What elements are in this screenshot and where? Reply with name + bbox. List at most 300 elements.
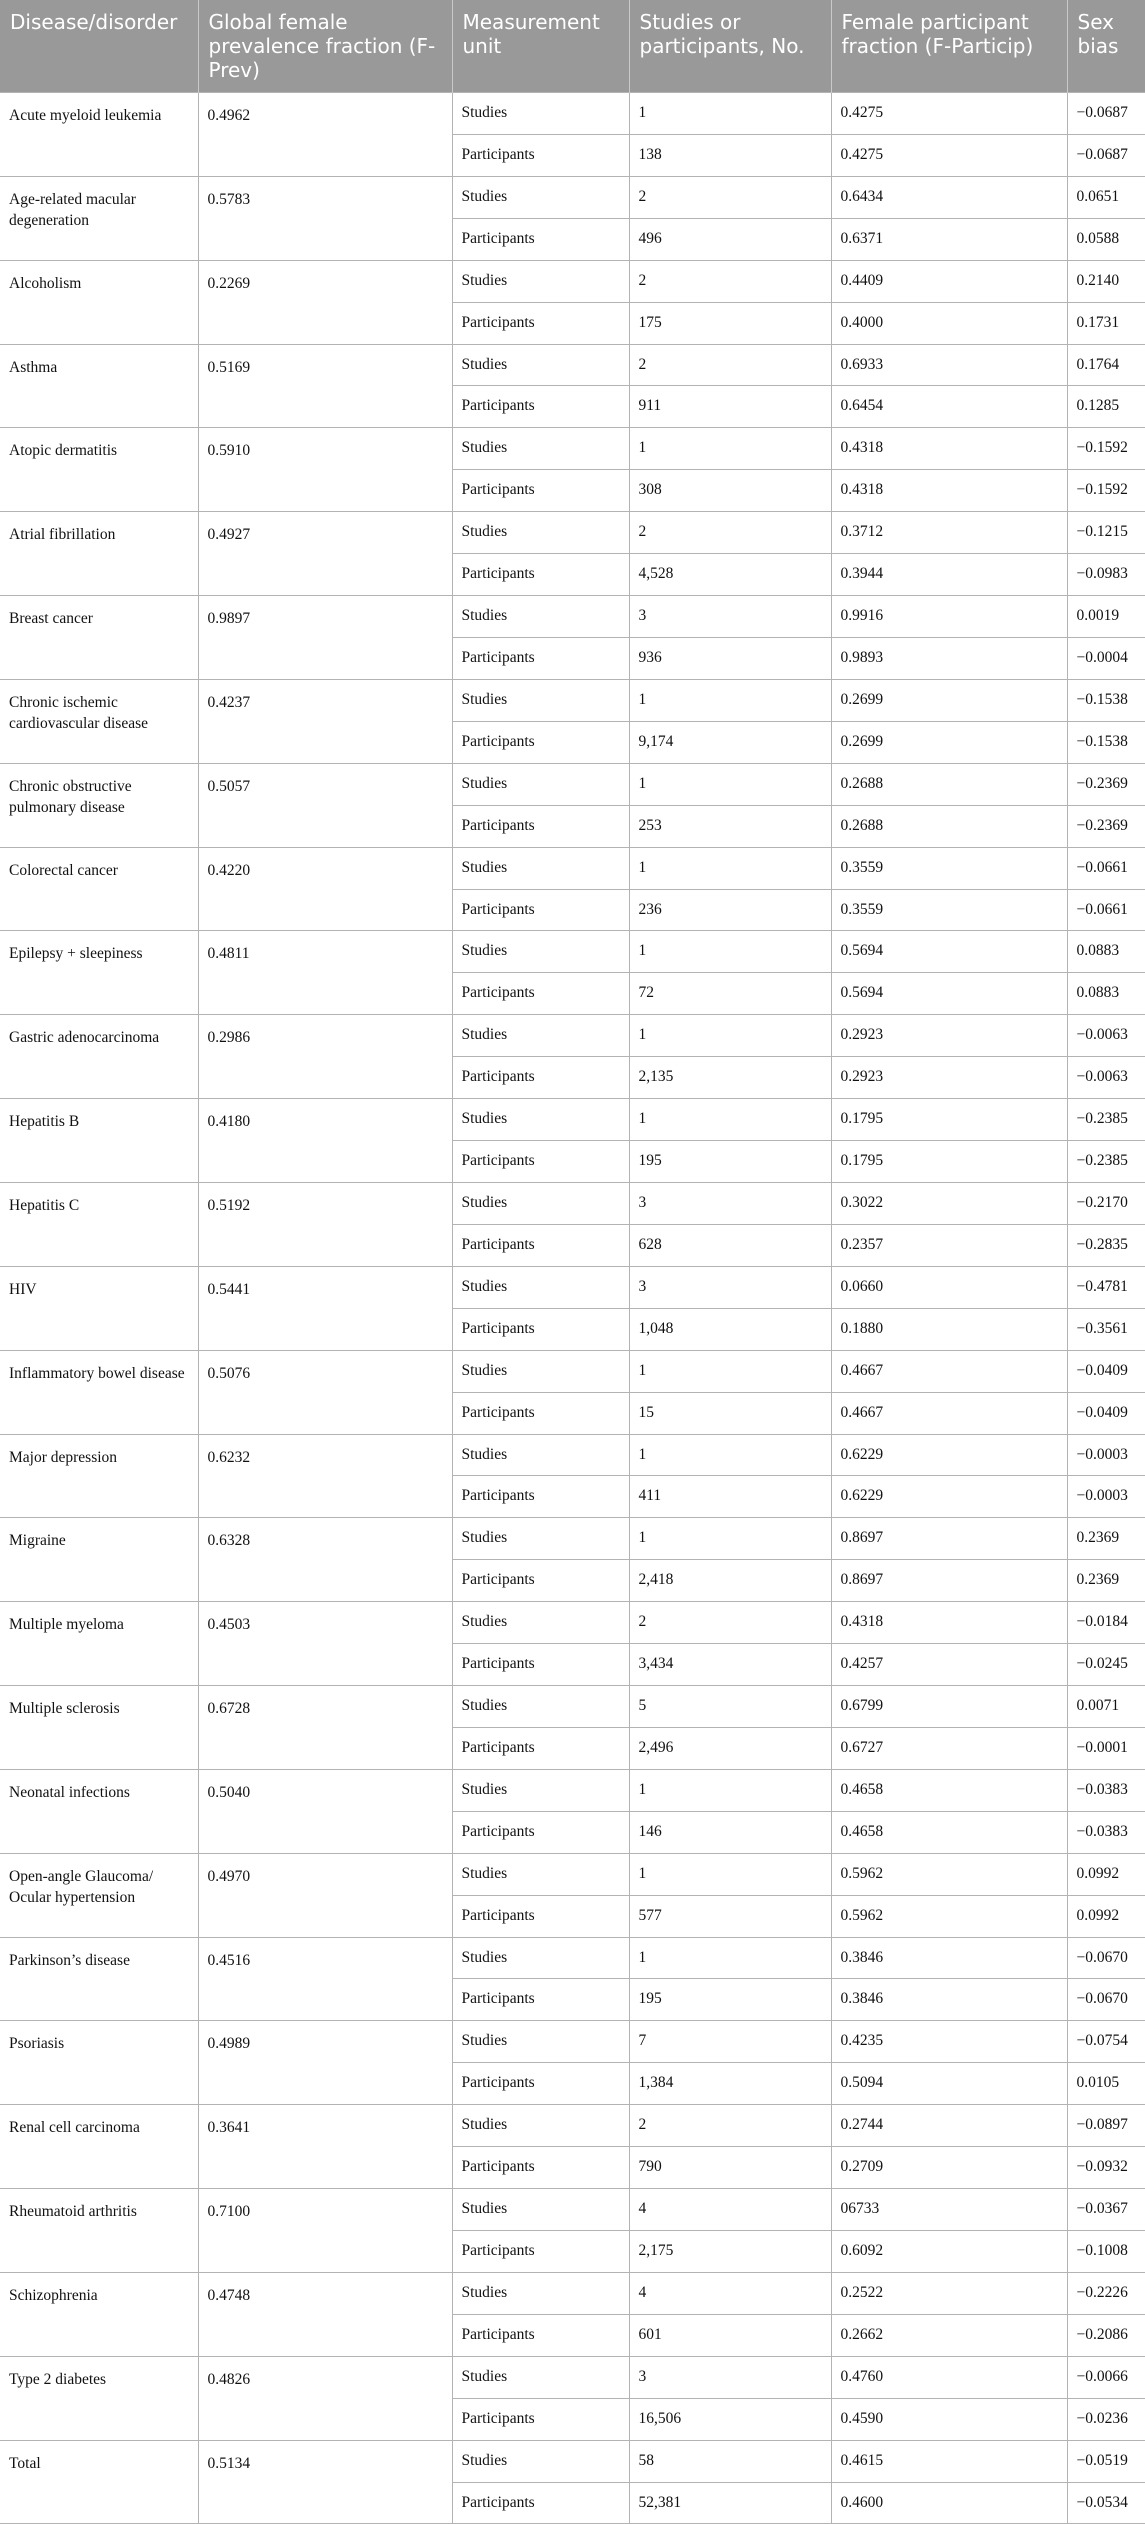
count-cell: 2,175 [629, 2231, 831, 2273]
measurement-unit-cell: Studies [452, 512, 629, 554]
disease-name: Neonatal infections [0, 1769, 198, 1853]
table-row [0, 1686, 1145, 1728]
sex-bias-cell: −0.1538 [1067, 679, 1145, 721]
disease-name: Renal cell carcinoma [0, 2105, 198, 2189]
table-row [0, 596, 1145, 638]
female-participant-fraction-cell: 0.4760 [831, 2356, 1067, 2398]
measurement-unit-cell: Participants [452, 302, 629, 344]
female-participant-fraction-cell: 0.1795 [831, 1099, 1067, 1141]
measurement-unit-cell: Studies [452, 1350, 629, 1392]
disease-name: Age-related macular degeneration [0, 176, 198, 260]
count-cell: 496 [629, 218, 831, 260]
measurement-unit-cell: Participants [452, 1141, 629, 1183]
count-cell: 7 [629, 2021, 831, 2063]
count-cell: 308 [629, 470, 831, 512]
measurement-unit-cell: Studies [452, 2356, 629, 2398]
female-participant-fraction-cell: 0.5962 [831, 1895, 1067, 1937]
header-sex-bias: Sex bias [1067, 0, 1145, 93]
table-row [0, 1853, 1145, 1895]
measurement-unit-cell: Participants [452, 2231, 629, 2273]
measurement-unit-cell: Participants [452, 805, 629, 847]
count-cell: 16,506 [629, 2398, 831, 2440]
sex-bias-cell: −0.0063 [1067, 1057, 1145, 1099]
female-participant-fraction-cell: 0.6092 [831, 2231, 1067, 2273]
count-cell: 911 [629, 386, 831, 428]
measurement-unit-cell: Participants [452, 973, 629, 1015]
table-row [0, 1099, 1145, 1141]
sex-bias-cell: −0.2369 [1067, 805, 1145, 847]
sex-bias-cell: −0.2226 [1067, 2272, 1145, 2314]
female-prevalence-value: 0.4748 [198, 2272, 452, 2356]
disease-name: Epilepsy + sleepiness [0, 931, 198, 1015]
female-participant-fraction-cell: 0.2357 [831, 1224, 1067, 1266]
female-participant-fraction-cell: 0.4318 [831, 470, 1067, 512]
table-row [0, 2440, 1145, 2482]
measurement-unit-cell: Participants [452, 1979, 629, 2021]
measurement-unit-cell: Participants [452, 1057, 629, 1099]
measurement-unit-cell: Studies [452, 1434, 629, 1476]
count-cell: 4 [629, 2272, 831, 2314]
table-row [0, 1015, 1145, 1057]
female-participant-fraction-cell: 0.4667 [831, 1392, 1067, 1434]
female-participant-fraction-cell: 0.2688 [831, 805, 1067, 847]
count-cell: 52,381 [629, 2482, 831, 2524]
female-participant-fraction-cell: 0.2709 [831, 2147, 1067, 2189]
measurement-unit-cell: Studies [452, 2272, 629, 2314]
sex-bias-cell: −0.1008 [1067, 2231, 1145, 2273]
header-measurement-unit: Measurement unit [452, 0, 629, 93]
female-prevalence-value: 0.4970 [198, 1853, 452, 1937]
measurement-unit-cell: Participants [452, 554, 629, 596]
sex-bias-cell: 0.0883 [1067, 973, 1145, 1015]
measurement-unit-cell: Participants [452, 2398, 629, 2440]
sex-bias-cell: 0.0651 [1067, 176, 1145, 218]
count-cell: 936 [629, 637, 831, 679]
sex-bias-cell: 0.2369 [1067, 1518, 1145, 1560]
measurement-unit-cell: Studies [452, 176, 629, 218]
female-participant-fraction-cell: 0.4257 [831, 1644, 1067, 1686]
female-prevalence-value: 0.7100 [198, 2189, 452, 2273]
table-row [0, 679, 1145, 721]
measurement-unit-cell: Participants [452, 2063, 629, 2105]
measurement-unit-cell: Participants [452, 1476, 629, 1518]
measurement-unit-cell: Participants [452, 1895, 629, 1937]
female-participant-fraction-cell: 0.2699 [831, 679, 1067, 721]
female-prevalence-value: 0.6232 [198, 1434, 452, 1518]
measurement-unit-cell: Studies [452, 679, 629, 721]
measurement-unit-cell: Participants [452, 2482, 629, 2524]
female-participant-fraction-cell: 0.6229 [831, 1434, 1067, 1476]
sex-bias-cell: −0.2170 [1067, 1182, 1145, 1224]
disease-name: Parkinson’s disease [0, 1937, 198, 2021]
measurement-unit-cell: Studies [452, 1602, 629, 1644]
count-cell: 1,048 [629, 1308, 831, 1350]
table-row [0, 512, 1145, 554]
sex-bias-cell: −0.0897 [1067, 2105, 1145, 2147]
disease-name: Open-angle Glaucoma/ Ocular hypertension [0, 1853, 198, 1937]
count-cell: 601 [629, 2314, 831, 2356]
table-body [0, 93, 1145, 2524]
table-row [0, 2356, 1145, 2398]
header-disease: Disease/disorder [0, 0, 198, 93]
sex-bias-cell: −0.0670 [1067, 1937, 1145, 1979]
sex-bias-cell: −0.0519 [1067, 2440, 1145, 2482]
female-prevalence-value: 0.5057 [198, 763, 452, 847]
measurement-unit-cell: Studies [452, 931, 629, 973]
count-cell: 1 [629, 1853, 831, 1895]
female-participant-fraction-cell: 0.4658 [831, 1811, 1067, 1853]
sex-bias-cell: −0.3561 [1067, 1308, 1145, 1350]
count-cell: 1 [629, 1937, 831, 1979]
female-participant-fraction-cell: 0.9916 [831, 596, 1067, 638]
count-cell: 15 [629, 1392, 831, 1434]
count-cell: 628 [629, 1224, 831, 1266]
table-row [0, 1434, 1145, 1476]
female-participant-fraction-cell: 0.6799 [831, 1686, 1067, 1728]
female-participant-fraction-cell: 0.6454 [831, 386, 1067, 428]
female-participant-fraction-cell: 0.5694 [831, 973, 1067, 1015]
sex-bias-cell: −0.0670 [1067, 1979, 1145, 2021]
female-prevalence-value: 0.4826 [198, 2356, 452, 2440]
female-prevalence-value: 0.2986 [198, 1015, 452, 1099]
count-cell: 138 [629, 134, 831, 176]
sex-bias-cell: 0.1731 [1067, 302, 1145, 344]
female-participant-fraction-cell: 0.6933 [831, 344, 1067, 386]
female-participant-fraction-cell: 06733 [831, 2189, 1067, 2231]
female-participant-fraction-cell: 0.6727 [831, 1727, 1067, 1769]
measurement-unit-cell: Studies [452, 596, 629, 638]
female-participant-fraction-cell: 0.2522 [831, 2272, 1067, 2314]
female-participant-fraction-cell: 0.4667 [831, 1350, 1067, 1392]
female-participant-fraction-cell: 0.5094 [831, 2063, 1067, 2105]
sex-bias-cell: 0.1764 [1067, 344, 1145, 386]
disease-name: Atrial fibrillation [0, 512, 198, 596]
female-prevalence-value: 0.5910 [198, 428, 452, 512]
disease-name: Multiple sclerosis [0, 1686, 198, 1770]
female-participant-fraction-cell: 0.4318 [831, 428, 1067, 470]
female-prevalence-value: 0.5040 [198, 1769, 452, 1853]
measurement-unit-cell: Participants [452, 2147, 629, 2189]
female-prevalence-value: 0.6728 [198, 1686, 452, 1770]
female-participant-fraction-cell: 0.2688 [831, 763, 1067, 805]
measurement-unit-cell: Studies [452, 1099, 629, 1141]
measurement-unit-cell: Studies [452, 2021, 629, 2063]
count-cell: 4 [629, 2189, 831, 2231]
sex-bias-cell: 0.0071 [1067, 1686, 1145, 1728]
disease-name: Alcoholism [0, 260, 198, 344]
measurement-unit-cell: Studies [452, 847, 629, 889]
count-cell: 1,384 [629, 2063, 831, 2105]
count-cell: 1 [629, 1434, 831, 1476]
count-cell: 1 [629, 1015, 831, 1057]
sex-bias-cell: −0.0661 [1067, 889, 1145, 931]
female-participant-fraction-cell: 0.4318 [831, 1602, 1067, 1644]
measurement-unit-cell: Studies [452, 763, 629, 805]
sex-bias-cell: −0.0003 [1067, 1434, 1145, 1476]
count-cell: 1 [629, 1518, 831, 1560]
disease-name: Migraine [0, 1518, 198, 1602]
sex-bias-cell: −0.0184 [1067, 1602, 1145, 1644]
female-prevalence-value: 0.9897 [198, 596, 452, 680]
female-prevalence-value: 0.4220 [198, 847, 452, 931]
count-cell: 3 [629, 1266, 831, 1308]
measurement-unit-cell: Studies [452, 1853, 629, 1895]
sex-bias-cell: −0.0003 [1067, 1476, 1145, 1518]
count-cell: 1 [629, 931, 831, 973]
measurement-unit-cell: Participants [452, 218, 629, 260]
female-prevalence-value: 0.4811 [198, 931, 452, 1015]
female-prevalence-value: 0.4180 [198, 1099, 452, 1183]
sex-bias-cell: −0.0409 [1067, 1392, 1145, 1434]
sex-bias-cell: 0.0019 [1067, 596, 1145, 638]
measurement-unit-cell: Participants [452, 1392, 629, 1434]
measurement-unit-cell: Studies [452, 2105, 629, 2147]
female-prevalence-value: 0.5076 [198, 1350, 452, 1434]
sex-bias-cell: 0.0105 [1067, 2063, 1145, 2105]
sex-bias-cell: −0.1538 [1067, 721, 1145, 763]
table-row [0, 1266, 1145, 1308]
sex-bias-cell: −0.1592 [1067, 470, 1145, 512]
header-female-prevalence: Global female prevalence fraction (F-Prev) [198, 0, 452, 93]
female-prevalence-value: 0.4237 [198, 679, 452, 763]
count-cell: 4,528 [629, 554, 831, 596]
female-participant-fraction-cell: 0.6371 [831, 218, 1067, 260]
count-cell: 1 [629, 679, 831, 721]
female-participant-fraction-cell: 0.3559 [831, 889, 1067, 931]
table-row [0, 428, 1145, 470]
measurement-unit-cell: Studies [452, 1518, 629, 1560]
count-cell: 195 [629, 1141, 831, 1183]
sex-bias-cell: −0.0004 [1067, 637, 1145, 679]
header-count: Studies or participants, No. [629, 0, 831, 93]
measurement-unit-cell: Participants [452, 134, 629, 176]
count-cell: 2 [629, 260, 831, 302]
sex-bias-cell: −0.0687 [1067, 134, 1145, 176]
sex-bias-cell: −0.1592 [1067, 428, 1145, 470]
disease-name: Chronic ischemic cardiovascular disease [0, 679, 198, 763]
female-participant-fraction-cell: 0.4615 [831, 2440, 1067, 2482]
female-prevalence-value: 0.4503 [198, 1602, 452, 1686]
sex-bias-cell: −0.0409 [1067, 1350, 1145, 1392]
disease-name: Hepatitis C [0, 1182, 198, 1266]
female-participant-fraction-cell: 0.4275 [831, 93, 1067, 135]
count-cell: 1 [629, 93, 831, 135]
female-participant-fraction-cell: 0.5694 [831, 931, 1067, 973]
count-cell: 1 [629, 1769, 831, 1811]
table-row [0, 260, 1145, 302]
sex-bias-cell: −0.2835 [1067, 1224, 1145, 1266]
female-participant-fraction-cell: 0.4235 [831, 2021, 1067, 2063]
female-prevalence-value: 0.4927 [198, 512, 452, 596]
female-participant-fraction-cell: 0.3712 [831, 512, 1067, 554]
measurement-unit-cell: Studies [452, 1266, 629, 1308]
sex-bias-cell: −0.0001 [1067, 1727, 1145, 1769]
header-female-participant-fraction: Female participant fraction (F-Particip) [831, 0, 1067, 93]
sex-bias-cell: 0.0992 [1067, 1853, 1145, 1895]
sex-bias-cell: −0.0066 [1067, 2356, 1145, 2398]
female-prevalence-value: 0.2269 [198, 260, 452, 344]
sex-bias-cell: 0.1285 [1067, 386, 1145, 428]
table-row [0, 2021, 1145, 2063]
table-row [0, 1769, 1145, 1811]
disease-name: Acute myeloid leukemia [0, 93, 198, 177]
female-prevalence-value: 0.4962 [198, 93, 452, 177]
measurement-unit-cell: Participants [452, 1224, 629, 1266]
count-cell: 1 [629, 847, 831, 889]
disease-name: Schizophrenia [0, 2272, 198, 2356]
female-prevalence-value: 0.4989 [198, 2021, 452, 2105]
female-participant-fraction-cell: 0.4409 [831, 260, 1067, 302]
sex-bias-cell: −0.0063 [1067, 1015, 1145, 1057]
female-participant-fraction-cell: 0.4658 [831, 1769, 1067, 1811]
female-participant-fraction-cell: 0.2662 [831, 2314, 1067, 2356]
sex-bias-cell: −0.2369 [1067, 763, 1145, 805]
count-cell: 2,135 [629, 1057, 831, 1099]
female-participant-fraction-cell: 0.3846 [831, 1979, 1067, 2021]
table-row [0, 2105, 1145, 2147]
disease-name: Colorectal cancer [0, 847, 198, 931]
female-participant-fraction-cell: 0.1795 [831, 1141, 1067, 1183]
measurement-unit-cell: Studies [452, 2189, 629, 2231]
disease-name: Asthma [0, 344, 198, 428]
measurement-unit-cell: Participants [452, 1560, 629, 1602]
measurement-unit-cell: Participants [452, 721, 629, 763]
table-row [0, 763, 1145, 805]
count-cell: 195 [629, 1979, 831, 2021]
female-prevalence-value: 0.5134 [198, 2440, 452, 2524]
measurement-unit-cell: Participants [452, 1644, 629, 1686]
disease-name: HIV [0, 1266, 198, 1350]
count-cell: 1 [629, 428, 831, 470]
disease-name: Type 2 diabetes [0, 2356, 198, 2440]
sex-bias-cell: −0.0367 [1067, 2189, 1145, 2231]
count-cell: 1 [629, 1350, 831, 1392]
table-row [0, 2189, 1145, 2231]
sex-bias-cell: −0.2385 [1067, 1099, 1145, 1141]
female-prevalence-value: 0.4516 [198, 1937, 452, 2021]
measurement-unit-cell: Participants [452, 889, 629, 931]
disease-name: Atopic dermatitis [0, 428, 198, 512]
female-participant-fraction-cell: 0.4600 [831, 2482, 1067, 2524]
sex-bias-cell: −0.2086 [1067, 2314, 1145, 2356]
female-prevalence-value: 0.6328 [198, 1518, 452, 1602]
count-cell: 790 [629, 2147, 831, 2189]
count-cell: 2,496 [629, 1727, 831, 1769]
measurement-unit-cell: Studies [452, 93, 629, 135]
female-participant-fraction-cell: 0.3559 [831, 847, 1067, 889]
sex-bias-cell: 0.0883 [1067, 931, 1145, 973]
sex-bias-cell: 0.0992 [1067, 1895, 1145, 1937]
sex-bias-cell: −0.0687 [1067, 93, 1145, 135]
sex-bias-cell: −0.2385 [1067, 1141, 1145, 1183]
disease-name: Major depression [0, 1434, 198, 1518]
disease-name: Hepatitis B [0, 1099, 198, 1183]
female-participant-fraction-cell: 0.2699 [831, 721, 1067, 763]
table-row [0, 1518, 1145, 1560]
table-row [0, 1602, 1145, 1644]
table-header [0, 0, 1145, 93]
female-participant-fraction-cell: 0.8697 [831, 1560, 1067, 1602]
measurement-unit-cell: Participants [452, 1727, 629, 1769]
disease-name: Breast cancer [0, 596, 198, 680]
sex-bias-cell: −0.0661 [1067, 847, 1145, 889]
count-cell: 9,174 [629, 721, 831, 763]
count-cell: 2 [629, 2105, 831, 2147]
female-participant-fraction-cell: 0.3944 [831, 554, 1067, 596]
female-participant-fraction-cell: 0.4000 [831, 302, 1067, 344]
sex-bias-cell: −0.0534 [1067, 2482, 1145, 2524]
measurement-unit-cell: Studies [452, 428, 629, 470]
sex-bias-cell: −0.0236 [1067, 2398, 1145, 2440]
measurement-unit-cell: Participants [452, 1811, 629, 1853]
count-cell: 3 [629, 1182, 831, 1224]
table-row [0, 1350, 1145, 1392]
measurement-unit-cell: Studies [452, 1686, 629, 1728]
female-participant-fraction-cell: 0.0660 [831, 1266, 1067, 1308]
count-cell: 2,418 [629, 1560, 831, 1602]
table-row [0, 176, 1145, 218]
disease-name: Chronic obstructive pulmonary disease [0, 763, 198, 847]
measurement-unit-cell: Participants [452, 1308, 629, 1350]
count-cell: 1 [629, 1099, 831, 1141]
sex-bias-cell: −0.1215 [1067, 512, 1145, 554]
female-participant-fraction-cell: 0.3022 [831, 1182, 1067, 1224]
table-row [0, 1182, 1145, 1224]
sex-bias-cell: −0.0932 [1067, 2147, 1145, 2189]
count-cell: 2 [629, 176, 831, 218]
disease-name: Inflammatory bowel disease [0, 1350, 198, 1434]
disease-name: Multiple myeloma [0, 1602, 198, 1686]
disease-name: Gastric adenocarcinoma [0, 1015, 198, 1099]
sex-bias-cell: −0.0245 [1067, 1644, 1145, 1686]
sex-bias-cell: 0.2140 [1067, 260, 1145, 302]
measurement-unit-cell: Studies [452, 2440, 629, 2482]
measurement-unit-cell: Studies [452, 344, 629, 386]
female-participant-fraction-cell: 0.6434 [831, 176, 1067, 218]
female-participant-fraction-cell: 0.9893 [831, 637, 1067, 679]
female-prevalence-value: 0.5169 [198, 344, 452, 428]
female-participant-fraction-cell: 0.2744 [831, 2105, 1067, 2147]
table-row [0, 847, 1145, 889]
count-cell: 253 [629, 805, 831, 847]
count-cell: 3,434 [629, 1644, 831, 1686]
measurement-unit-cell: Participants [452, 470, 629, 512]
disease-name: Psoriasis [0, 2021, 198, 2105]
count-cell: 175 [629, 302, 831, 344]
sex-bias-cell: 0.0588 [1067, 218, 1145, 260]
count-cell: 3 [629, 596, 831, 638]
female-prevalence-value: 0.3641 [198, 2105, 452, 2189]
female-prevalence-value: 0.5441 [198, 1266, 452, 1350]
female-participant-fraction-cell: 0.4275 [831, 134, 1067, 176]
measurement-unit-cell: Participants [452, 2314, 629, 2356]
disease-name: Rheumatoid arthritis [0, 2189, 198, 2273]
measurement-unit-cell: Participants [452, 637, 629, 679]
count-cell: 236 [629, 889, 831, 931]
count-cell: 58 [629, 2440, 831, 2482]
female-participant-fraction-cell: 0.8697 [831, 1518, 1067, 1560]
count-cell: 1 [629, 763, 831, 805]
header-row [0, 0, 1145, 93]
table-row [0, 2272, 1145, 2314]
sex-bias-cell: 0.2369 [1067, 1560, 1145, 1602]
disease-name: Total [0, 2440, 198, 2524]
count-cell: 2 [629, 344, 831, 386]
sex-bias-cell: −0.0383 [1067, 1769, 1145, 1811]
female-participant-fraction-cell: 0.2923 [831, 1015, 1067, 1057]
count-cell: 146 [629, 1811, 831, 1853]
sex-bias-cell: −0.4781 [1067, 1266, 1145, 1308]
